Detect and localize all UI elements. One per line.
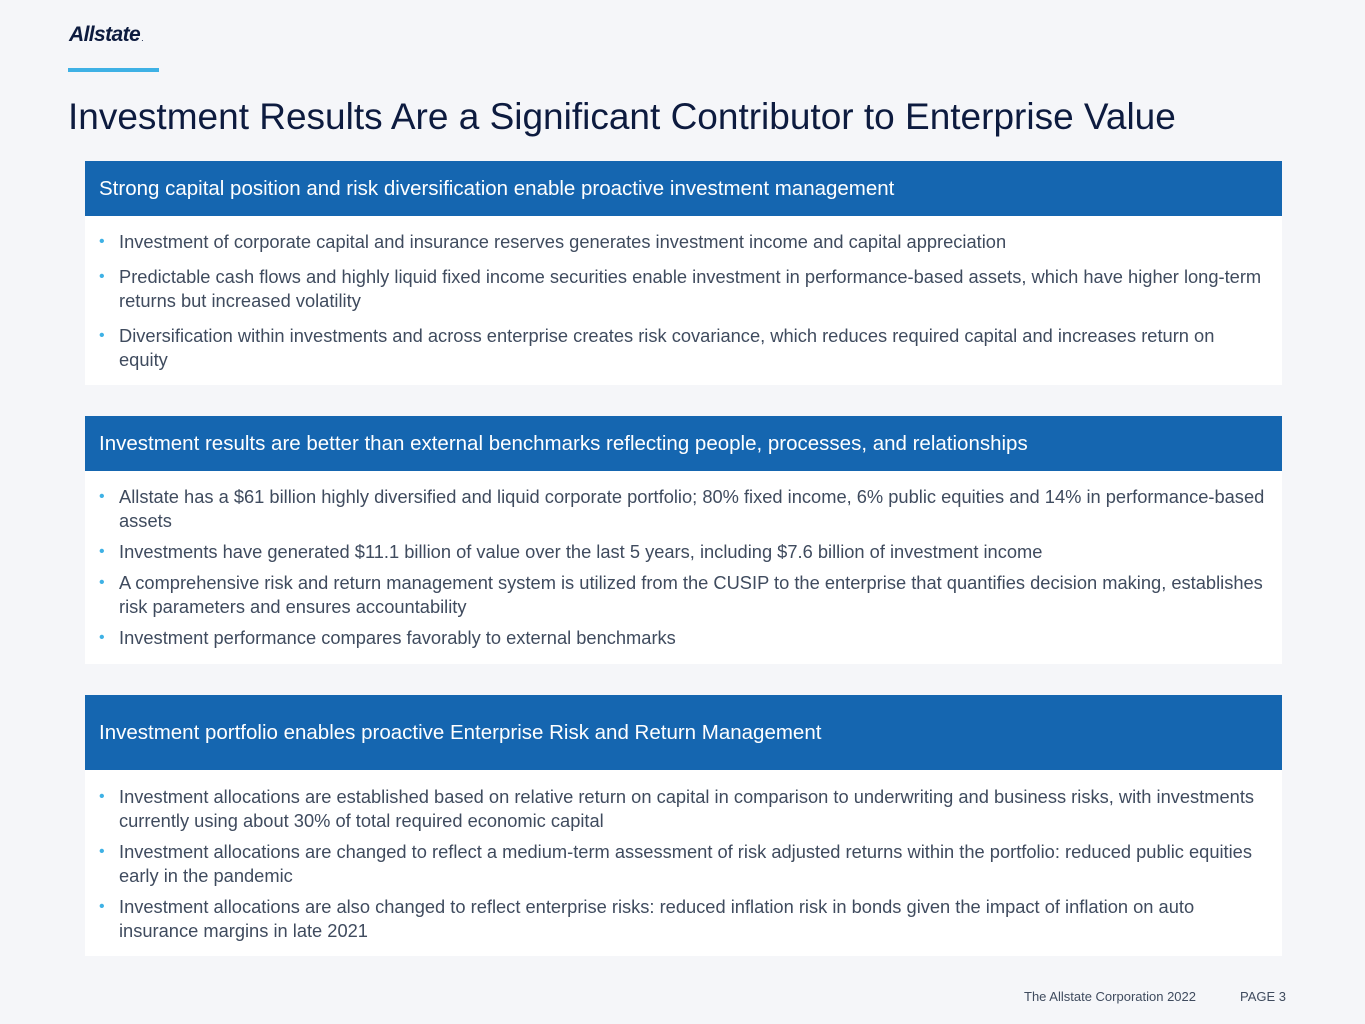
section-capital-position [85, 161, 1282, 385]
section-body [85, 770, 1282, 943]
bullet-item: • Investments have generated $11.1 billion of value over the last 5 years, including $7.6 billion of investment income [99, 540, 1266, 564]
bullet-item: • Investment performance compares favorably to external benchmarks [99, 626, 1266, 650]
footer-company: The Allstate Corporation 2022 [1024, 989, 1196, 1004]
section-enterprise-risk [85, 695, 1282, 956]
bullet-item: • A comprehensive risk and return management system is utilized from the CUSIP to the enterprise that quantifies decision making, establishes risk parameters and ensures accountability [99, 571, 1266, 619]
section-heading: Strong capital position and risk diversification enable proactive investment management [85, 161, 1282, 216]
bullet-item: • Investment allocations are established based on relative return on capital in comparison to underwriting and business risks, with investments currently using about 30% of total required economic capital [99, 785, 1266, 833]
section-body [85, 471, 1282, 650]
bullet-list [99, 785, 1266, 943]
bullet-item: • Investment allocations are changed to reflect a medium-term assessment of risk adjusted returns within the portfolio: reduced public equities early in the pandemic [99, 840, 1266, 888]
bullet-list [99, 485, 1266, 650]
bullet-item: • Allstate has a $61 billion highly diversified and liquid corporate portfolio; 80% fixed income, 6% public equities and 14% in performance-based assets [99, 485, 1266, 533]
section-heading: Investment results are better than external benchmarks reflecting people, processes, and relationships [85, 416, 1282, 471]
logo-wordmark: Allstate [69, 23, 141, 46]
bullet-item: • Diversification within investments and across enterprise creates risk covariance, which reduces required capital and increases return on equity [99, 324, 1266, 372]
logo-underline [68, 68, 159, 72]
bullet-item: • Investment of corporate capital and insurance reserves generates investment income and capital appreciation [99, 230, 1266, 254]
bullet-item: • Predictable cash flows and highly liquid fixed income securities enable investment in performance-based assets, which have higher long-term returns but increased volatility [99, 265, 1266, 313]
logo-dot: . [141, 33, 143, 43]
allstate-logo [69, 22, 143, 51]
section-body [85, 216, 1282, 372]
section-heading: Investment portfolio enables proactive Enterprise Risk and Return Management [85, 695, 1282, 770]
bullet-item: • Investment allocations are also changed to reflect enterprise risks: reduced inflation risk in bonds given the impact of inflation on auto insurance margins in late 2021 [99, 895, 1266, 943]
footer-page-number: PAGE 3 [1240, 989, 1287, 1004]
bullet-list [99, 230, 1266, 372]
section-investment-results [85, 416, 1282, 664]
page-title: Investment Results Are a Significant Contributor to Enterprise Value [68, 96, 1176, 137]
